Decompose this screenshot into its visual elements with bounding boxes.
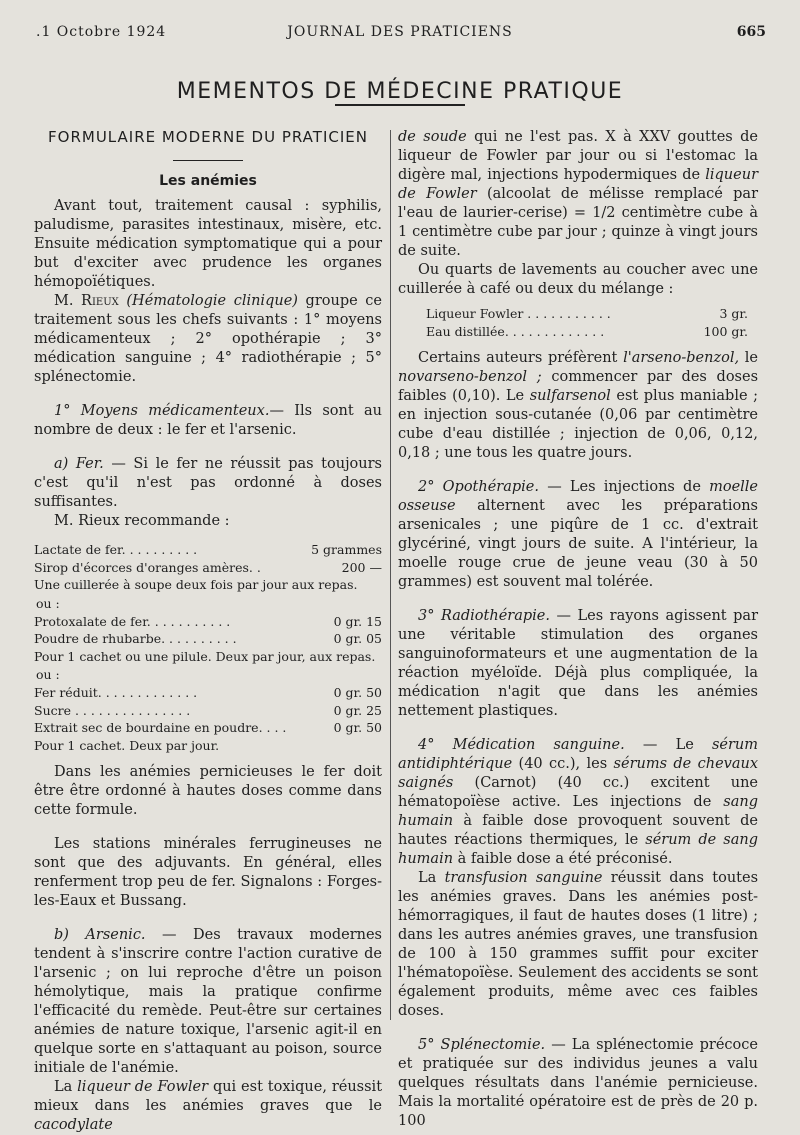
rx-instructions: Pour 1 cachet. Deux par jour. <box>34 737 220 753</box>
paragraph-radiotherapie: 3° Radiothérapie. — Les rayons agissent par une véritable stimulation des organes sanguinoformateurs et une augmentation de la réaction myéloïde. Déjà plus compliquée, la médication n'agit que dans les anémies nettement plastiques. <box>398 608 759 719</box>
heading-medication-sanguine: 4° Médication sanguine. <box>418 737 625 753</box>
or-separator: ou : <box>36 595 60 611</box>
paragraph-medication-sanguine: 4° Médication sanguine. — Le sérum antidiphtérique (40 cc.), les sérums de chevaux saignés (Carnot) (40 cc.) excitent une hématopoïèse active. Les injections de sang humain à faible dose provoquent souvent de hautes réactions thermiques, le sérum de sang humain à faible dose a été préconisé. <box>398 737 759 867</box>
paragraph-rieux <box>34 292 382 387</box>
paragraph-opotherapie: 2° Opothérapie. — Les injections de moelle osseuse alternent avec les préparations arsenicales ; une piqûre de 1 cc. d'extrait glycériné, vingt jours de suite. A l'intérieur, la moelle rouge crue de jeune veau (30 à 50 grammes) est souvent mal tolérée. <box>398 479 759 590</box>
page-number: 665 <box>736 24 766 40</box>
book-title: (Hématologie clinique) <box>126 293 298 309</box>
paragraph-splenectomie: 5° Splénectomie. — La splénectomie précoce et pratiquée sur des individus jeunes a valu quelques résultats dans l'anémie pernicieuse. Mais la mortalité opératoire est de près de 20 p. 100 <box>398 1037 758 1129</box>
or-separator: ou : <box>36 667 60 682</box>
paragraph-fowler: La liqueur de Fowler qui est toxique, réussit mieux dans les anémies graves que le cacodylate <box>34 1079 383 1133</box>
rx-line: Sirop d'écorces d'oranges amères. . 200 — <box>34 559 382 575</box>
author-name: M. Rieux <box>54 293 119 309</box>
main-title: MEMENTOS DE MÉDECINE PRATIQUE <box>176 78 624 104</box>
right-column <box>398 128 758 1131</box>
prescription-4 <box>426 305 748 340</box>
paragraph-continued: de soude qui ne l'est pas. X à XXV gouttes de liqueur de Fowler par jour ou si l'estomac la digère mal, injections hypodermiques de liqueur de Fowler (alcoolat de mélisse remplacé par l'eau de laurier-cerise) = 1/2 centimètre cube à 1 centimètre cube par jour ; quinze à vingt jours de suite. <box>398 129 759 259</box>
running-header <box>0 0 800 50</box>
paragraph-fer <box>34 455 382 512</box>
paragraph-rieux-text: groupe ce traitement sous les chefs suivants : 1° moyens médicamenteux ; 2° opothérapie ; 3° médication sanguine ; 4° radiothérapie ; 5° splénectomie. <box>34 293 382 385</box>
rx-line: Fer réduit. . . . . . . . . . . . . 0 gr. 50 <box>34 685 382 700</box>
header-journal-title: JOURNAL DES PRATICIENS <box>287 24 513 40</box>
heading-opotherapie: 2° Opothérapie. <box>418 479 539 495</box>
prescription-1 <box>34 541 382 594</box>
header-date: .1 Octobre 1924 <box>36 24 167 40</box>
section-rule <box>173 160 243 161</box>
paragraph-arsenic <box>34 926 382 1078</box>
rx-instructions: Une cuillerée à soupe deux fois par jour aux repas. <box>34 577 358 592</box>
section-title: FORMULAIRE MODERNE DU PRATICIEN <box>48 128 368 146</box>
rx-instructions: Pour 1 cachet ou une pilule. Deux par jour, aux repas. <box>34 648 376 664</box>
rx-line: Liqueur Fowler . . . . . . . . . . . 3 gr. <box>426 306 748 321</box>
paragraph-transfusion: La transfusion sanguine réussit dans toutes les anémies graves. Dans les anémies post-hémorragiques, il faut de hautes doses (1 litre) ; dans les autres anémies graves, une transfusion de 100 à 150 grammes suffit pour exciter l'hématopoïèse. Seulement des accidents se sont également produits, même avec ces faibles doses. <box>398 870 759 1019</box>
paragraph-auteurs: Certains auteurs préfèrent l'arseno-benzol, le novarseno-benzol ; commencer par des doses faibles (0,10). Le sulfarsenol est plus maniable ; en injection sous-cutanée (0,06 par centimètre cube d'eau distillée ; injection de 0,06, 0,12, 0,18 ; une tous les quatre jours. <box>398 350 759 461</box>
heading-moyens: 1° Moyens médicamenteux. <box>54 403 270 419</box>
rx-line: Lactate de fer. . . . . . . . . . 5 grammes <box>34 542 382 557</box>
paragraph-lavements: Ou quarts de lavements au coucher avec une cuillerée à café ou deux du mélange : <box>398 262 758 297</box>
column-divider <box>390 130 391 1020</box>
heading-radiotherapie: 3° Radiothérapie. <box>418 608 550 624</box>
paragraph-moyens <box>34 402 382 440</box>
rx-line: Eau distillée. . . . . . . . . . . . . 100 gr. <box>426 323 748 339</box>
topic-title: Les anémies <box>159 173 257 189</box>
paragraph-pernicieuses: Dans les anémies pernicieuses le fer doit être être ordonné à hautes doses comme dans cette formule. <box>34 764 382 818</box>
heading-arsenic: b) Arsenic. <box>54 927 146 943</box>
rx-line: Extrait sec de bourdaine en poudre. . . . 0 gr. 50 <box>34 720 382 735</box>
heading-fer: a) Fer. <box>54 456 104 472</box>
paragraph-stations: Les stations minérales ferrugineuses ne sont que des adjuvants. En général, elles renferment trop peu de fer. Signalons : Forges-les-Eaux et Bussang. <box>34 836 382 909</box>
title-rule <box>335 104 465 106</box>
paragraph-moyens-text: — Ils sont au nombre de deux : le fer et l'arsenic. <box>34 403 382 438</box>
paragraph-arsenic-text: — Des travaux modernes tendent à s'inscrire contre l'action curative de l'arsenic ; on lui reproche d'être un poison hémolytique, mais la pratique confirme l'efficacité du remède. Peut-être sur certaines anémies de nature toxique, l'arsenic agit-il en quelque sorte en s'attaquant au poison, source initiale de l'anémie. <box>34 927 382 1076</box>
paragraph-recommande: M. Rieux recommande : <box>54 513 230 529</box>
rx-line: Poudre de rhubarbe. . . . . . . . . . 0 gr. 05 <box>34 631 382 646</box>
rx-line: Protoxalate de fer. . . . . . . . . . . 0 gr. 15 <box>34 613 382 629</box>
left-column <box>34 128 382 1135</box>
paragraph-fer-text: — Si le fer ne réussit pas toujours c'est qu'il n'est pas ordonné à doses suffisantes. <box>34 456 383 510</box>
prescription-3 <box>34 684 382 754</box>
prescription-2 <box>34 613 382 666</box>
rx-line: Sucre . . . . . . . . . . . . . . . 0 gr. 25 <box>34 702 382 718</box>
paragraph-intro: Avant tout, traitement causal : syphilis, paludisme, parasites intestinaux, misère, etc. Ensuite médication symptomatique qui a pour but d'exciter avec prudence les organes hémopoïétiques. <box>34 198 382 290</box>
heading-splenectomie: 5° Splénectomie. <box>418 1037 546 1053</box>
